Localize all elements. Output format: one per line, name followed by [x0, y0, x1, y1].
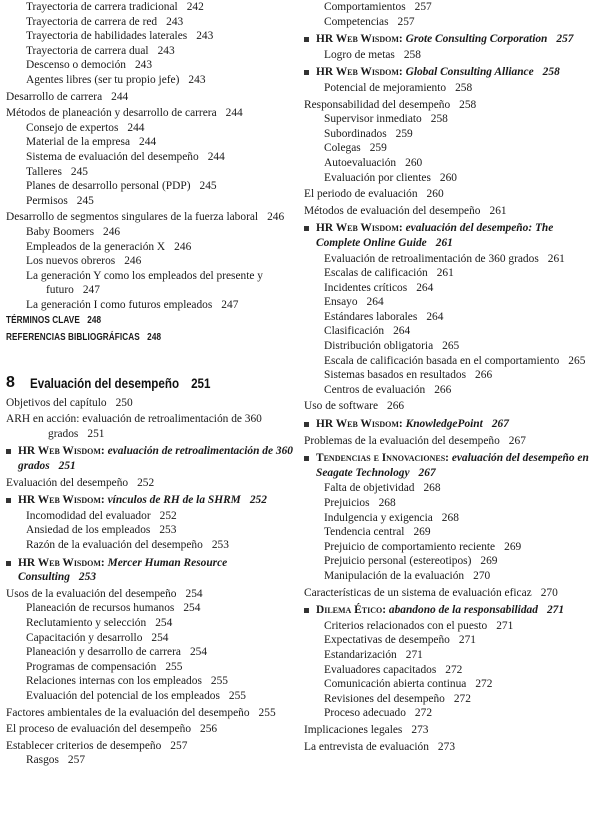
- entry-title: El proceso de evaluación del desempeño: [6, 723, 192, 736]
- page-number: 257: [556, 33, 574, 46]
- feature-label: HR Web Wisdom:: [316, 33, 403, 46]
- feature-label: HR Web Wisdom:: [316, 418, 403, 431]
- entry-title: Prejuicio personal (estereotipos): [324, 555, 472, 568]
- page-number: 257: [414, 1, 432, 13]
- key-terms-entry: [6, 314, 245, 329]
- page-number: 253: [211, 539, 229, 551]
- square-bullet-icon: [304, 226, 309, 231]
- toc-entry: [6, 706, 298, 721]
- entry-title: Planeación y desarrollo de carrera: [26, 646, 181, 659]
- toc-subentry: [6, 674, 298, 689]
- toc-subentry: [6, 689, 298, 704]
- entry-title: Comunicación abierta continua: [324, 678, 467, 691]
- chapter-title: [30, 376, 210, 391]
- entry-title: Proceso adecuado: [324, 707, 406, 720]
- page-number: 261: [547, 252, 565, 265]
- page-number: 245: [199, 180, 217, 193]
- entry-title: Planes de desarrollo personal (PDP): [26, 180, 191, 193]
- feature-box-entry: [304, 32, 596, 47]
- toc-subentry: [304, 15, 596, 30]
- page-number: 245: [76, 194, 94, 207]
- page-number: 273: [437, 740, 456, 753]
- entry-title: Métodos de planeación y desarrollo de carrera: [6, 107, 217, 120]
- toc-subentry: [6, 645, 298, 660]
- entry-title: Razón de la evaluación del desempeño: [26, 539, 203, 551]
- feature-box-entry: [6, 444, 298, 473]
- page-number: 270: [473, 569, 491, 582]
- toc-entry: [304, 434, 596, 449]
- feature-title: Global Consulting Alliance: [405, 66, 534, 79]
- toc-entry: [6, 476, 298, 491]
- toc-subentry: [304, 496, 596, 511]
- page-number: 243: [188, 73, 206, 86]
- toc-subentry: [6, 616, 298, 631]
- page-number: 266: [387, 400, 405, 413]
- page-number: 257: [170, 739, 188, 752]
- toc-subentry: [6, 135, 298, 150]
- toc-entry: [304, 740, 596, 755]
- toc-subentry: [6, 269, 298, 298]
- toc-subentry: [304, 156, 596, 171]
- toc-subentry: [304, 633, 596, 648]
- page-number: 258: [430, 113, 448, 126]
- page-number: 248: [87, 315, 102, 327]
- feature-box-entry: [304, 451, 596, 480]
- entry-title: Características de un sistema de evaluación eficaz: [304, 586, 532, 599]
- toc-subentry: [304, 310, 596, 325]
- page-number: 251: [58, 460, 76, 473]
- toc-subentry: [304, 511, 596, 526]
- feature-title: evaluación del desempeño: The Complete Online Guide: [316, 222, 554, 249]
- page-number: 243: [196, 30, 214, 43]
- page-number: 246: [174, 240, 192, 253]
- entry-title: Evaluación del potencial de los empleados: [26, 689, 220, 702]
- page-number: 258: [542, 66, 560, 79]
- entry-title: Factores ambientales de la evaluación del desempeño: [6, 706, 250, 719]
- square-bullet-icon: [304, 608, 309, 613]
- chapter-title-text: Evaluación del desempeño: [30, 375, 180, 391]
- entry-title: Desarrollo de carrera: [6, 90, 103, 103]
- entry-title: Logro de metas: [324, 48, 395, 61]
- entry-title: Prejuicios: [324, 497, 370, 509]
- entry-title: Prejuicio de comportamiento reciente: [324, 540, 496, 553]
- feature-label: HR Web Wisdom:: [316, 66, 403, 79]
- entry-title: Ensayo: [324, 296, 358, 309]
- feature-box-entry: [304, 603, 596, 618]
- page-number: 272: [445, 663, 463, 676]
- entry-title: Criterios relacionados con el puesto: [324, 619, 488, 632]
- toc-subentry: [304, 0, 596, 15]
- toc-entry: [6, 90, 298, 105]
- toc-subentry: [304, 281, 596, 296]
- entry-title: Programas de compensación: [26, 660, 157, 673]
- toc-subentry: [304, 692, 596, 707]
- toc-subentry: [304, 141, 596, 156]
- entry-title: Consejo de expertos: [26, 121, 119, 134]
- toc-subentry: [304, 171, 596, 186]
- toc-subentry: [304, 354, 596, 369]
- page-number: 258: [455, 81, 473, 94]
- toc-right-column: [304, 0, 596, 754]
- entry-title: Sistemas basados en resultados: [324, 369, 467, 382]
- page-number: 257: [397, 15, 415, 28]
- entry-title: La entrevista de evaluación: [304, 740, 429, 753]
- page-number: 266: [475, 369, 493, 382]
- page-number: 271: [546, 604, 565, 617]
- entry-title: Sistema de evaluación del desempeño: [26, 150, 199, 163]
- page-number: 267: [418, 466, 436, 479]
- feature-box-entry: [304, 221, 596, 250]
- entry-title: Talleres: [26, 165, 62, 178]
- entry-title: Centros de evaluación: [324, 383, 426, 396]
- page-number: 254: [155, 616, 173, 629]
- page-number: 254: [183, 602, 201, 615]
- toc-entry: [6, 396, 298, 411]
- page-number: 247: [221, 298, 239, 311]
- entry-title: La generación Y como los empleados del presente y futuro: [26, 269, 264, 297]
- toc-subentry: [6, 150, 298, 165]
- page-number: 270: [540, 586, 558, 599]
- square-bullet-icon: [6, 561, 11, 566]
- entry-title: Estándares laborales: [324, 310, 418, 323]
- entry-title: Trayectoria de carrera de red: [26, 15, 158, 28]
- page-number: 244: [111, 90, 129, 103]
- toc-subentry: [304, 648, 596, 663]
- toc-entry: [6, 106, 298, 121]
- chapter-page-number: 251: [191, 375, 211, 391]
- toc-list-chapter-7-end: [6, 0, 298, 312]
- page-number: 264: [366, 296, 384, 309]
- page-number: 248: [147, 332, 162, 344]
- page-number: 252: [159, 509, 177, 522]
- entry-title: Trayectoria de carrera tradicional: [26, 1, 178, 13]
- entry-title: Escalas de calificación: [324, 267, 428, 280]
- entry-title: Capacitación y desarrollo: [26, 631, 143, 644]
- toc-subentry: [6, 225, 298, 240]
- feature-title: abandono de la responsabilidad: [388, 604, 538, 617]
- toc-subentry: [6, 538, 298, 553]
- page-number: 264: [416, 281, 434, 294]
- toc-subentry: [6, 298, 298, 313]
- feature-title: evaluación de retroalimentación de 360 grados: [18, 445, 293, 473]
- entry-title: Incomodidad del evaluador: [26, 509, 151, 522]
- toc-subentry: [304, 540, 596, 555]
- entry-title: Trayectoria de carrera dual: [26, 44, 149, 57]
- entry-title: Revisiones del desempeño: [324, 692, 445, 705]
- feature-box-entry: [304, 65, 596, 80]
- feature-label: Tendencias e Innovaciones:: [316, 452, 449, 465]
- page-number: 254: [185, 587, 203, 600]
- entry-title: Relaciones internas con los empleados: [26, 675, 202, 688]
- toc-subentry: [6, 254, 298, 269]
- entry-title: Manipulación de la evaluación: [324, 569, 465, 582]
- page-number: 243: [157, 44, 175, 57]
- entry-title: El periodo de evaluación: [304, 188, 418, 201]
- page-number: 258: [403, 48, 421, 61]
- toc-entry: [6, 587, 298, 602]
- toc-entry: [304, 723, 596, 738]
- entry-title: Evaluación de retroalimentación de 360 grados: [324, 252, 539, 265]
- page-number: 246: [124, 255, 142, 268]
- toc-list-chapter-8: [6, 396, 298, 768]
- entry-title: ARH en acción: evaluación de retroalimentación de 360 grados: [6, 413, 262, 440]
- page-number: 269: [504, 540, 522, 553]
- feature-title: Grote Consulting Corporation: [405, 33, 548, 46]
- toc-subentry: [304, 112, 596, 127]
- entry-title: Empleados de la generación X: [26, 240, 166, 253]
- toc-subentry: [304, 252, 596, 267]
- page-number: 259: [369, 142, 387, 155]
- toc-list-chapter-8-continued: [304, 0, 596, 754]
- toc-entry: [304, 204, 596, 219]
- toc-subentry: [6, 121, 298, 136]
- toc-subentry: [6, 44, 298, 59]
- page-number: 257: [67, 754, 86, 767]
- toc-entry: [6, 722, 298, 737]
- toc-subentry: [304, 383, 596, 398]
- page-number: 244: [207, 150, 225, 163]
- toc-subentry: [6, 240, 298, 255]
- toc-subentry: [304, 127, 596, 142]
- toc-entry: [6, 739, 298, 754]
- entry-title: Falta de objetividad: [324, 482, 415, 495]
- chapter-number: 8: [6, 373, 15, 391]
- page-number: 264: [393, 325, 411, 338]
- page-number: 244: [139, 136, 157, 149]
- entry-title: Agentes libres (ser tu propio jefe): [26, 73, 180, 86]
- page-number: 251: [87, 427, 105, 440]
- square-bullet-icon: [304, 70, 309, 75]
- key-terms-label: TÉRMINOS CLAVE: [6, 315, 80, 327]
- references-label: REFERENCIAS BIBLIOGRÁFICAS: [6, 332, 140, 344]
- page-number: 260: [426, 188, 444, 201]
- entry-title: Subordinados: [324, 127, 387, 140]
- feature-box-entry: [304, 417, 596, 432]
- entry-title: Indulgencia y exigencia: [324, 511, 433, 524]
- page-number: 255: [165, 660, 183, 673]
- entry-title: Escala de calificación basada en el comportamiento: [324, 354, 560, 367]
- entry-title: Evaluación por clientes: [324, 171, 431, 184]
- page-number: 269: [480, 555, 498, 568]
- entry-title: Implicaciones legales: [304, 723, 403, 736]
- page-number: 267: [508, 434, 526, 447]
- entry-title: Reclutamiento y selección: [26, 616, 147, 629]
- page-number: 267: [491, 418, 509, 431]
- toc-entry: [6, 412, 298, 441]
- feature-label: HR Web Wisdom:: [18, 445, 105, 458]
- toc-subentry: [6, 601, 298, 616]
- toc-subentry: [304, 663, 596, 678]
- entry-title: Responsabilidad del desempeño: [304, 98, 451, 111]
- square-bullet-icon: [304, 37, 309, 42]
- entry-title: Problemas de la evaluación del desempeño: [304, 434, 500, 447]
- toc-subentry: [6, 73, 298, 88]
- entry-title: Los nuevos obreros: [26, 255, 116, 268]
- page-number: 256: [200, 723, 218, 736]
- entry-title: Baby Boomers: [26, 225, 95, 238]
- entry-title: Supervisor inmediato: [324, 113, 422, 126]
- toc-subentry: [304, 48, 596, 63]
- toc-subentry: [304, 339, 596, 354]
- entry-title: Expectativas de desempeño: [324, 634, 450, 647]
- page-number: 244: [127, 121, 145, 134]
- toc-subentry: [6, 58, 298, 73]
- toc-subentry: [304, 525, 596, 540]
- feature-label: Dilema Ético:: [316, 604, 387, 617]
- page-number: 252: [137, 476, 155, 489]
- entry-title: Uso de software: [304, 400, 379, 413]
- entry-title: Estandarización: [324, 648, 397, 661]
- page-number: 260: [405, 156, 423, 169]
- toc-subentry: [304, 481, 596, 496]
- toc-entry: [304, 98, 596, 113]
- page-number: 255: [210, 675, 228, 688]
- feature-title: KnowledgePoint: [405, 418, 483, 431]
- toc-subentry: [6, 509, 298, 524]
- toc-subentry: [6, 194, 298, 209]
- page-number: 242: [186, 1, 204, 13]
- page-number: 246: [103, 225, 121, 238]
- square-bullet-icon: [6, 449, 11, 454]
- page-number: 245: [70, 165, 88, 178]
- entry-title: Permisos: [26, 194, 68, 207]
- toc-entry: [6, 210, 298, 225]
- feature-label: HR Web Wisdom:: [316, 222, 403, 235]
- page-number: 246: [267, 211, 285, 224]
- square-bullet-icon: [304, 456, 309, 461]
- page-number: 266: [434, 383, 452, 396]
- page-number: 265: [568, 354, 586, 367]
- entry-title: Establecer criterios de desempeño: [6, 739, 162, 752]
- page-number: 271: [458, 634, 476, 647]
- page-number: 272: [475, 678, 493, 691]
- toc-subentry: [6, 165, 298, 180]
- entry-title: Clasificación: [324, 325, 385, 338]
- page-number: 268: [378, 497, 396, 509]
- page-number: 261: [436, 267, 454, 280]
- page-number: 272: [414, 707, 433, 720]
- toc-subentry: [304, 554, 596, 569]
- entry-title: Evaluadores capacitados: [324, 663, 437, 676]
- entry-title: Métodos de evaluación del desempeño: [304, 204, 481, 217]
- chapter-heading: [6, 374, 298, 394]
- entry-title: Descenso o democión: [26, 59, 126, 72]
- toc-subentry: [6, 29, 298, 44]
- page-number: 264: [426, 310, 444, 323]
- feature-title: evaluación del desempeño en Seagate Technology: [316, 452, 589, 479]
- entry-title: Distribución obligatoria: [324, 340, 434, 353]
- page-number: 268: [423, 482, 441, 495]
- entry-title: Tendencia central: [324, 526, 405, 539]
- entry-title: Comportamientos: [324, 1, 406, 13]
- toc-subentry: [304, 368, 596, 383]
- page-number: 250: [115, 396, 133, 409]
- entry-title: La generación I como futuros empleados: [26, 298, 213, 311]
- entry-title: Material de la empresa: [26, 136, 131, 149]
- entry-title: Trayectoria de habilidades laterales: [26, 30, 188, 43]
- toc-subentry: [6, 15, 298, 30]
- page-number: 253: [78, 571, 97, 584]
- toc-subentry: [304, 569, 596, 584]
- page-number: 269: [413, 526, 431, 539]
- page-number: 271: [496, 619, 514, 632]
- feature-title: vínculos de RH de la SHRM: [107, 494, 241, 507]
- toc-subentry: [6, 179, 298, 194]
- toc-subentry: [304, 266, 596, 281]
- toc-entry: [304, 586, 596, 601]
- references-entry: [6, 331, 245, 346]
- toc-left-column: [6, 0, 298, 768]
- entry-title: Planeación de recursos humanos: [26, 602, 175, 615]
- page-number: 255: [228, 689, 246, 702]
- entry-title: Incidentes críticos: [324, 281, 408, 294]
- toc-subentry: [6, 660, 298, 675]
- page-number: 247: [82, 284, 100, 297]
- toc-subentry: [6, 753, 298, 768]
- feature-label: HR Web Wisdom:: [18, 494, 105, 507]
- page-number: 273: [411, 723, 429, 736]
- feature-box-entry: [6, 556, 298, 585]
- entry-title: Colegas: [324, 142, 361, 155]
- page-number: 243: [166, 15, 184, 28]
- feature-title: Mercer Human Resource Consulting: [18, 556, 228, 584]
- toc-entry: [304, 399, 596, 414]
- toc-subentry: [304, 706, 596, 721]
- page-number: 244: [225, 107, 243, 120]
- page-number: 261: [435, 236, 453, 249]
- page-number: 258: [459, 98, 477, 111]
- page-number: 259: [395, 127, 413, 140]
- page-number: 252: [249, 494, 267, 507]
- toc-subentry: [304, 295, 596, 310]
- toc-subentry: [304, 677, 596, 692]
- page-number: 255: [258, 706, 276, 719]
- page-number: 243: [134, 59, 153, 72]
- entry-title: Potencial de mejoramiento: [324, 81, 447, 94]
- toc-subentry: [6, 523, 298, 538]
- entry-title: Competencias: [324, 15, 389, 28]
- toc-subentry: [6, 631, 298, 646]
- entry-title: Evaluación del desempeño: [6, 476, 129, 489]
- toc-subentry: [304, 81, 596, 96]
- page-number: 253: [159, 524, 177, 537]
- entry-title: Desarrollo de segmentos singulares de la fuerza laboral: [6, 211, 259, 224]
- entry-title: Usos de la evaluación del desempeño: [6, 587, 177, 600]
- page-number: 271: [405, 648, 423, 661]
- toc-subentry: [304, 619, 596, 634]
- page-number: 254: [151, 631, 169, 644]
- toc-subentry: [304, 324, 596, 339]
- page-number: 265: [442, 340, 460, 353]
- page-number: 261: [489, 204, 507, 217]
- square-bullet-icon: [6, 498, 11, 503]
- toc-entry: [304, 187, 596, 202]
- feature-label: HR Web Wisdom:: [18, 556, 105, 569]
- page-number: 268: [441, 511, 459, 524]
- entry-title: Objetivos del capítulo: [6, 396, 107, 409]
- feature-box-entry: [6, 493, 298, 508]
- entry-title: Autoevaluación: [324, 156, 397, 169]
- page-number: 260: [439, 171, 457, 184]
- entry-title: Rasgos: [26, 754, 59, 767]
- entry-title: Ansiedad de los empleados: [26, 524, 151, 537]
- square-bullet-icon: [304, 422, 309, 427]
- page-number: 272: [453, 692, 471, 705]
- page-number: 254: [189, 646, 208, 659]
- toc-subentry: [6, 0, 298, 15]
